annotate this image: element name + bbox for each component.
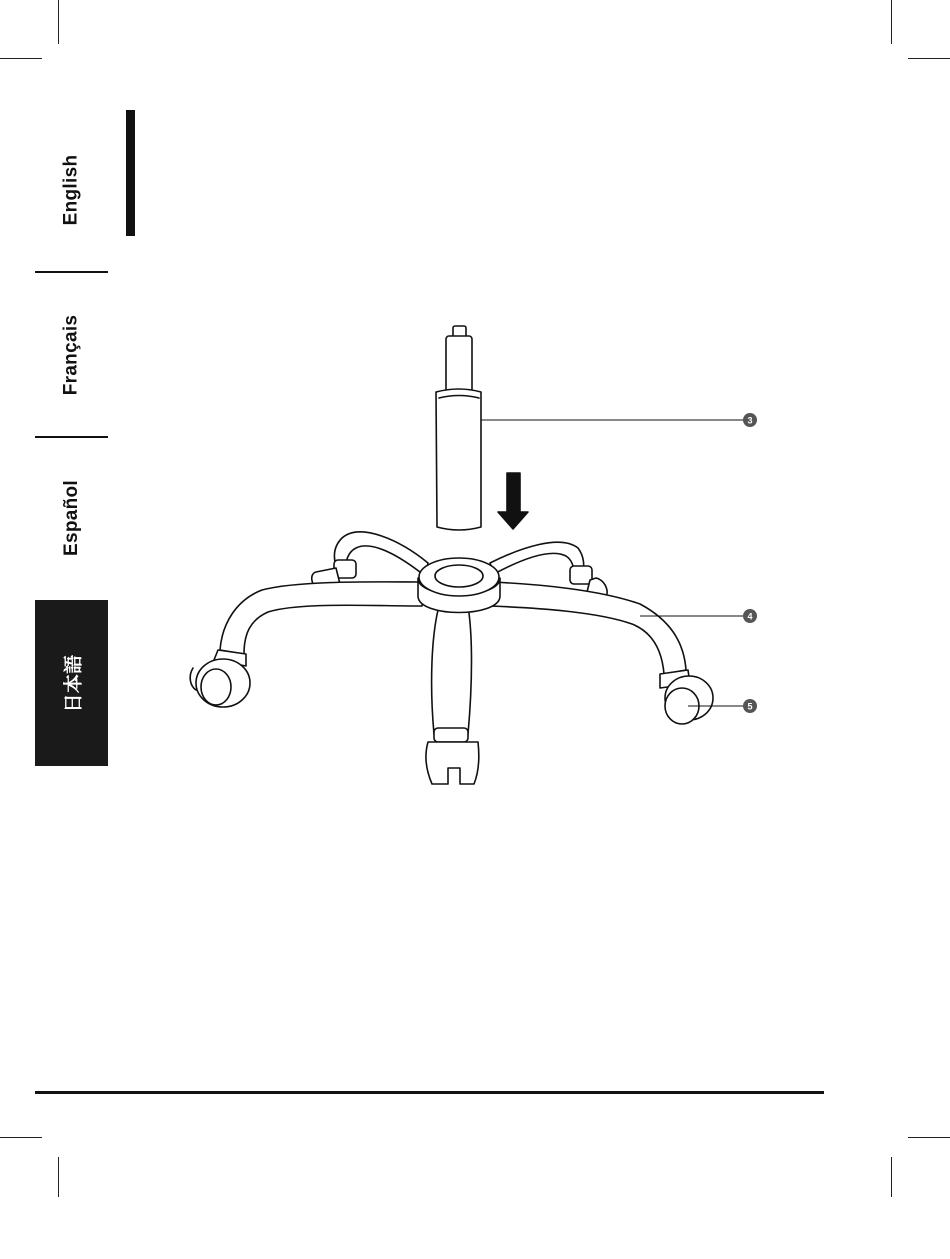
tab-japanese-label: 日本語: [63, 654, 84, 712]
crop-mark-bottom-left-v: [58, 1157, 59, 1197]
front-leg-right: [490, 582, 713, 724]
tab-francais-label: Français: [60, 314, 82, 396]
callout-5-number: 5: [747, 701, 753, 712]
crop-mark-top-right-v: [891, 0, 892, 44]
crop-mark-bottom-right-v: [891, 1157, 892, 1197]
callout-4: [743, 609, 757, 623]
callout-3-number: 3: [747, 415, 753, 426]
callout-4-number: 4: [747, 611, 753, 622]
chair-base-illustration: [185, 320, 775, 790]
tab-japanese[interactable]: [35, 600, 108, 766]
tab-francais[interactable]: [35, 275, 108, 435]
tab-separator: [35, 436, 108, 438]
crop-mark-bottom-right-h: [908, 1137, 950, 1138]
crop-mark-top-right-h: [908, 58, 950, 59]
callout-5: [743, 699, 757, 713]
crop-mark-top-left-v: [58, 0, 59, 44]
front-leg-left: [190, 582, 425, 707]
arrow-down-icon: [498, 473, 528, 529]
front-leg-center: [426, 596, 479, 784]
footer-rule: [35, 1091, 824, 1094]
crop-mark-bottom-left-h: [0, 1137, 42, 1138]
gas-cylinder: [436, 326, 481, 530]
callout-3: [743, 413, 757, 427]
base-hub: [418, 558, 500, 613]
tab-espanol-label: Español: [60, 479, 82, 556]
tab-separator: [35, 271, 108, 273]
tab-english-label: English: [60, 154, 82, 226]
crop-mark-top-left-h: [0, 58, 42, 59]
tab-espanol[interactable]: [35, 440, 108, 595]
tab-english[interactable]: [35, 110, 108, 270]
section-marker-bar: [126, 110, 135, 236]
